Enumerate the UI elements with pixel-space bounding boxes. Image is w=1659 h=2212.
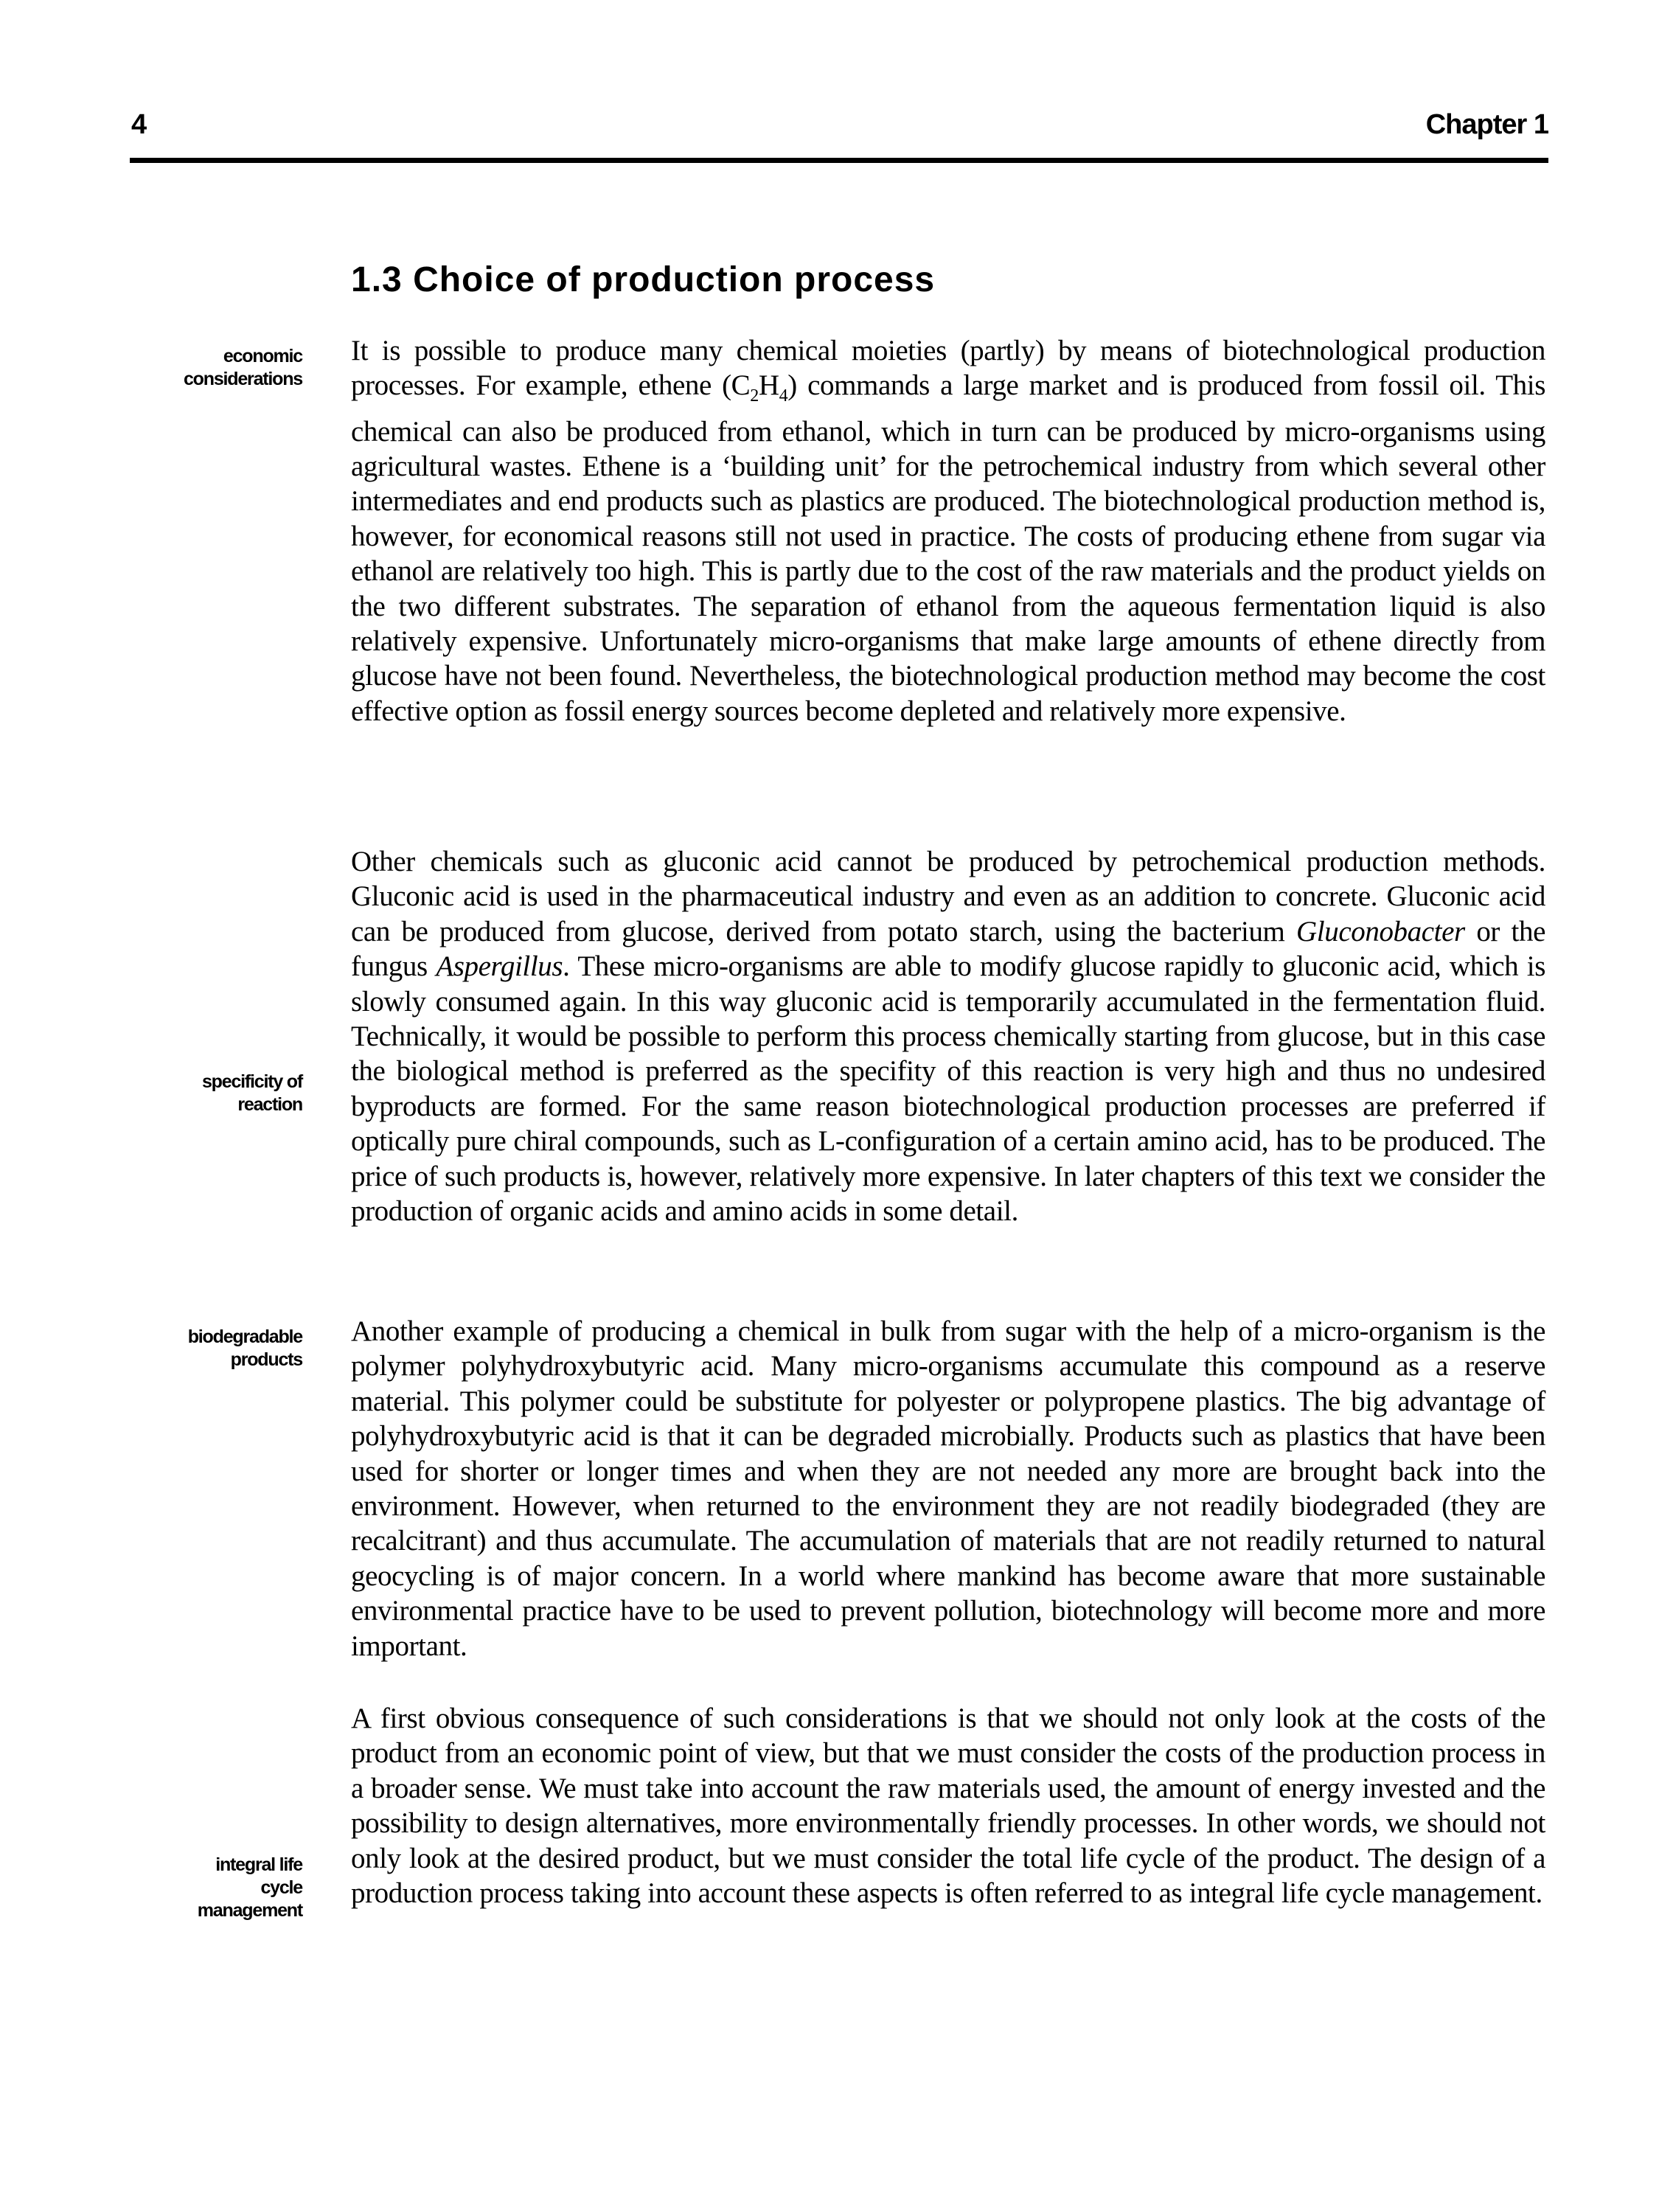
paragraph-4	[351, 1701, 1545, 1910]
paragraph-1	[351, 333, 1545, 728]
margin-note-line: biodegradable	[187, 1326, 302, 1347]
margin-note-line: integral life	[215, 1854, 302, 1875]
text: It is possible to produce many chemical moieties (partly) by means of biotechnological production processes. For example, ethene (C	[351, 335, 1545, 402]
subscript: 4	[779, 386, 788, 406]
margin-note-line: considerations	[183, 369, 302, 389]
running-header-chapter: Chapter 1	[1425, 109, 1548, 140]
text: H	[758, 369, 779, 402]
paragraph-3	[351, 1314, 1545, 1663]
section-title: 1.3 Choice of production process	[351, 260, 936, 299]
paragraph-2	[351, 844, 1545, 1228]
margin-note-line: cycle	[260, 1877, 302, 1898]
text: Other chemicals such as gluconic acid cannot be produced by petrochemical production methods. Gluconic acid is used in the pharmaceutical industry and even as an addition to concrete. Gluconic acid can be produced from glucose, derived from potato starch, using the bacterium	[351, 846, 1545, 947]
margin-note-line: economic	[223, 346, 302, 366]
margin-note-specificity	[202, 1071, 302, 1116]
margin-note-line: specificity of	[201, 1071, 302, 1092]
margin-note-line: management	[197, 1900, 302, 1921]
organism-name: Aspergillus	[436, 950, 563, 983]
text: ) commands a large market and is produced from fossil oil. This chemical can also be produced from ethanol, which in turn can be produced by micro-organisms using agricultural wastes. Ethene is a ‘building unit’ for the petrochemical industry from which several other intermediates and end products such as plastics are produced. The biotechnological production method is, however, for economical reasons still not used in practice. The costs of producing ethene from sugar via ethanol are relatively too high. This is partly due to the cost of the raw materials and the product yields on the two different substrates. The separation of ethanol from the aqueous fermentation liquid is also relatively expensive. Unfortunately micro-organisms that make large amounts of ethene directly from glucose have not been found. Nevertheless, the biotechnological production method may become the cost effective option as fossil energy sources become depleted and relatively more expensive.	[351, 369, 1545, 727]
subscript: 2	[750, 386, 759, 406]
margin-note-line: reaction	[237, 1094, 302, 1115]
margin-note-biodegradable	[188, 1326, 302, 1371]
header-rule	[130, 158, 1548, 163]
text: A first obvious consequence of such considerations is that we should not only look at the costs of the product from an economic point of view, but that we must consider the costs of the production process in a broader sense. We must take into account the raw materials used, the amount of energy invested and the possibility to design alternatives, more environmentally friendly processes. In other words, we should not only look at the desired product, but we must consider the total life cycle of the product. The design of a production process taking into account these aspects is often referred to as integral life cycle management.	[351, 1703, 1545, 1910]
text: or the fungus	[351, 915, 1545, 983]
text: . These micro-organisms are able to modify glucose rapidly to gluconic acid, which is slowly consumed again. In this way gluconic acid is temporarily accumulated in the fermentation fluid. Technically, it would be possible to perform this process chemically starting from glucose, but in this case the biological method is preferred as the specifity of this reaction is very high and thus no undesired byproducts are formed. For the same reason biotechnological production processes are preferred if optically pure chiral compounds, such as L-configuration of a certain amino acid, has to be produced. The price of such products is, however, relatively more expensive. In later chapters of this text we consider the production of organic acids and amino acids in some detail.	[351, 950, 1545, 1228]
text: Another example of producing a chemical in bulk from sugar with the help of a micro-organism is the polymer polyhydroxybutyric acid. Many micro-organisms accumulate this compound as a reserve material. This polymer could be substitute for polyester or polypropene plastics. The big advantage of polyhydroxybutyric acid is that it can be degraded microbially. Products such as plastics that have been used for shorter or longer times and when they are not needed any more are brought back into the environment. However, when returned to the environment they are not readily biodegraded (they are recalcitrant) and thus accumulate. The accumulation of materials that are not readily returned to natural geocycling is of major concern. In a world where mankind has become aware that more sustainable environmental practice have to be used to prevent pollution, biotechnology will become more and more important.	[351, 1315, 1545, 1662]
page-number: 4	[131, 109, 147, 140]
margin-note-integral-life-cycle	[198, 1854, 302, 1922]
margin-note-economic	[184, 345, 302, 391]
organism-name: Gluconobacter	[1296, 915, 1465, 947]
margin-note-line: products	[230, 1349, 302, 1370]
